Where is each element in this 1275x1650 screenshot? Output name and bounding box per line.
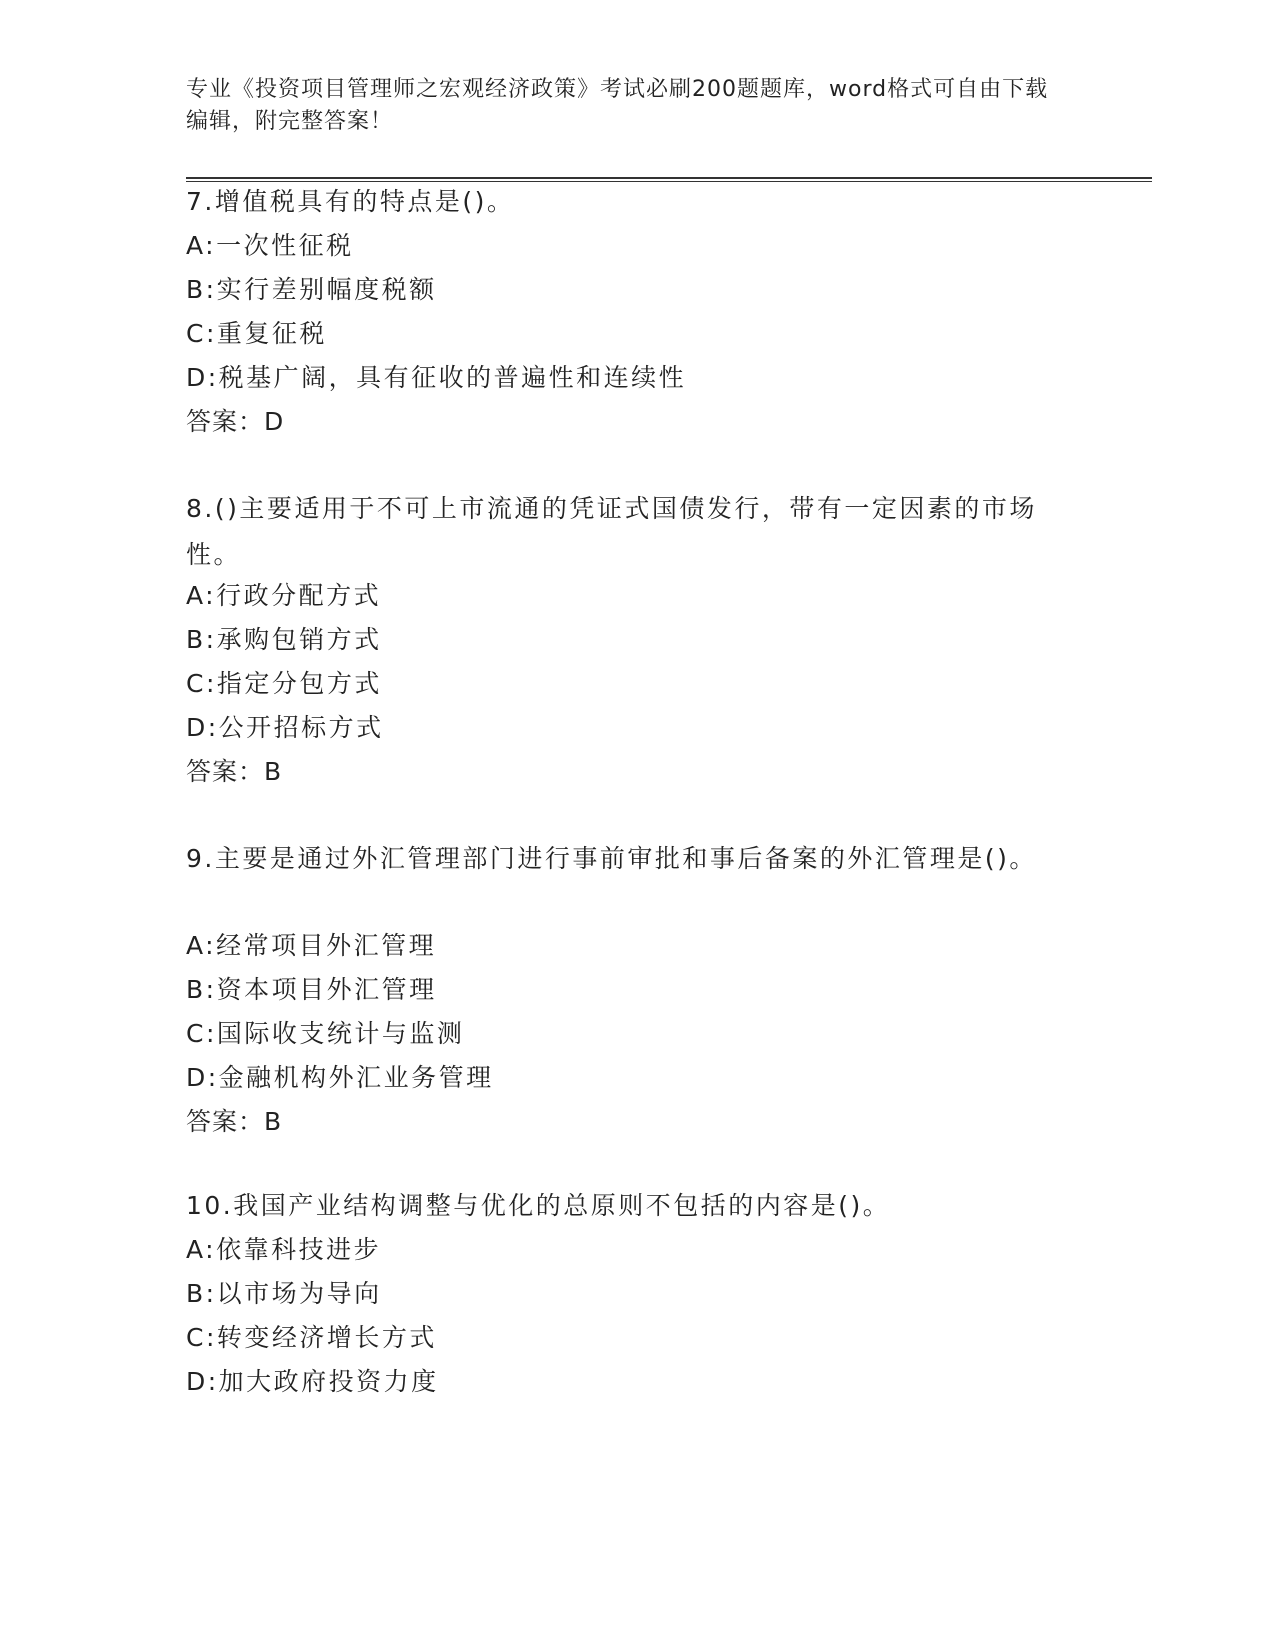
answer: 答案：B [186, 1107, 283, 1136]
option-b: B:以市场为导向 [186, 1279, 382, 1308]
option-c: C:国际收支统计与监测 [186, 1019, 465, 1048]
question-stem: 9.主要是通过外汇管理部门进行事前审批和事后备案的外汇管理是()。 [186, 844, 1037, 873]
option-a: A:经常项目外汇管理 [186, 931, 437, 960]
option-b: B:实行差别幅度税额 [186, 275, 437, 304]
question-stem: 7.增值税具有的特点是()。 [186, 187, 515, 216]
option-d: D:金融机构外汇业务管理 [186, 1063, 494, 1092]
option-c: C:重复征税 [186, 319, 327, 348]
option-a: A:一次性征税 [186, 231, 354, 260]
option-a: A:依靠科技进步 [186, 1235, 382, 1264]
option-d: D:公开招标方式 [186, 713, 384, 742]
question-stem: 8.()主要适用于不可上市流通的凭证式国债发行，带有一定因素的市场性。 [186, 494, 1037, 569]
header-divider [186, 177, 1152, 182]
answer: 答案：D [186, 407, 285, 436]
option-a: A:行政分配方式 [186, 581, 382, 610]
option-d: D:税基广阔，具有征收的普遍性和连续性 [186, 363, 687, 392]
option-c: C:转变经济增长方式 [186, 1323, 437, 1352]
answer: 答案：B [186, 757, 283, 786]
document-header: 专业《投资项目管理师之宏观经济政策》考试必刷200题题库，word格式可自由下载编辑，附完整答案！ [186, 77, 1049, 134]
option-d: D:加大政府投资力度 [186, 1367, 439, 1396]
option-c: C:指定分包方式 [186, 669, 382, 698]
option-b: B:承购包销方式 [186, 625, 382, 654]
option-b: B:资本项目外汇管理 [186, 975, 437, 1004]
question-stem: 10.我国产业结构调整与优化的总原则不包括的内容是()。 [186, 1191, 891, 1220]
